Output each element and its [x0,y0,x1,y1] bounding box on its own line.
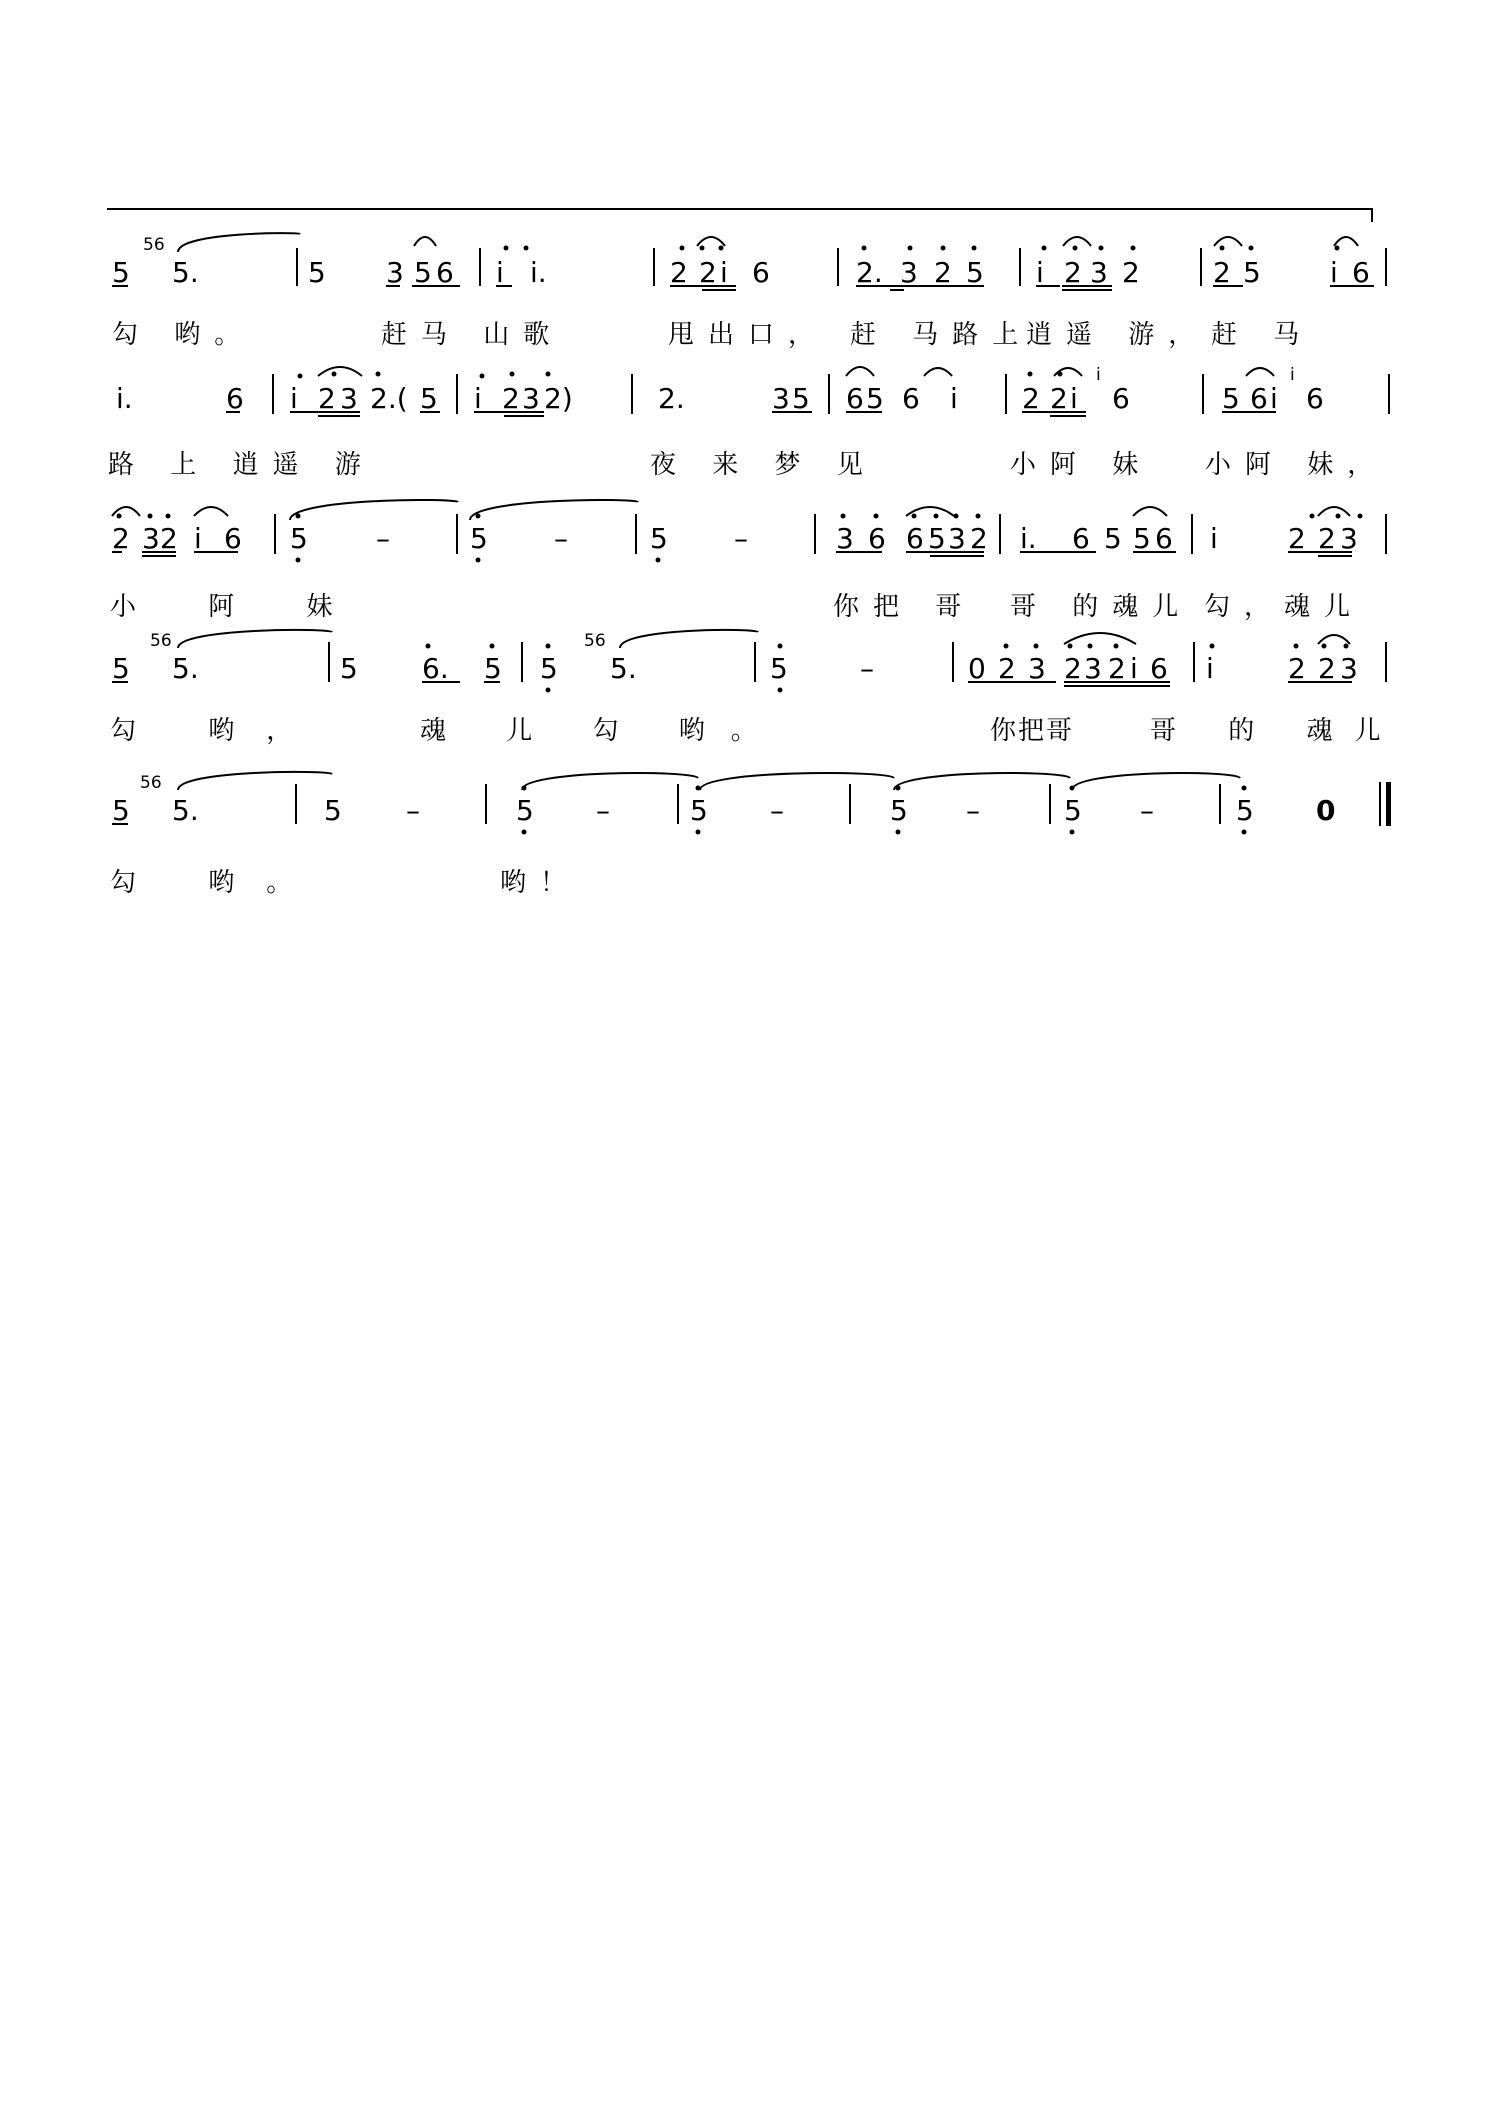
notation-line-3 [0,494,1489,580]
score-system-3 [0,494,1489,634]
final-barline [1386,782,1391,826]
lyric: 赶 马 [1211,320,1314,350]
notes-line-1 [112,235,1370,289]
svg-text:2: 2 [1064,256,1082,289]
lyric: 路 上 逍遥 游 [108,450,375,480]
notation-line-4 [0,628,1489,714]
svg-text:2: 2 [1318,652,1336,685]
svg-text:5: 5 [484,652,502,685]
svg-text:0: 0 [968,652,986,685]
svg-text:5: 5 [690,794,708,827]
svg-text:3: 3 [386,256,404,289]
svg-text:2): 2) [544,382,573,415]
svg-text:5.: 5. [172,652,199,685]
lyric: 勾，魂儿 [1204,592,1365,622]
svg-text:–: – [734,522,748,555]
svg-text:5: 5 [1133,522,1151,555]
svg-text:2: 2 [1050,382,1068,415]
svg-text:6: 6 [1072,522,1090,555]
svg-text:5: 5 [1222,382,1240,415]
svg-text:2: 2 [1213,256,1231,289]
lyric: 勾 哟， [110,716,325,746]
svg-text:–: – [966,794,980,827]
svg-text:6.: 6. [422,652,449,685]
top-rule-end-tick [1371,208,1373,222]
svg-text:i.: i. [116,382,133,415]
svg-text:–: – [1140,794,1154,827]
lyric: 赶 马路上 [850,320,1033,350]
svg-text:5: 5 [1243,256,1261,289]
lyrics-line-4 [0,710,1489,752]
svg-text:6: 6 [1155,522,1173,555]
notes-line-4 [112,631,1358,685]
lyric: 勾 哟。 [112,320,255,350]
svg-text:2: 2 [318,382,336,415]
svg-text:6: 6 [906,522,924,555]
svg-text:5: 5 [112,652,130,685]
svg-text:2: 2 [1318,522,1336,555]
svg-text:i: i [194,522,202,555]
svg-text:6: 6 [846,382,864,415]
svg-text:i: i [720,256,728,289]
slurs [318,367,1274,376]
lyric: 你把 哥 [833,592,976,622]
svg-text:6: 6 [1150,652,1168,685]
svg-text:5: 5 [792,382,810,415]
svg-text:6: 6 [226,382,244,415]
slurs [178,233,1358,252]
svg-text:3: 3 [522,382,540,415]
svg-text:2: 2 [1064,652,1082,685]
lyric: 夜 来 梦 见 [650,450,877,480]
svg-text:–: – [860,652,874,685]
svg-text:56: 56 [140,773,162,793]
svg-text:i: i [1290,365,1295,385]
svg-text:6: 6 [1250,382,1268,415]
lyric: 赶马 山歌 [381,320,564,350]
octave-dots [522,786,1247,835]
score-system-2 [0,358,1489,498]
svg-text:5: 5 [112,256,130,289]
svg-text:–: – [554,522,568,555]
svg-text:i: i [1130,652,1138,685]
svg-text:2: 2 [670,256,688,289]
svg-text:2.: 2. [658,382,685,415]
svg-text:2: 2 [998,652,1016,685]
lyric: 勾 哟。 [110,868,325,898]
svg-text:6: 6 [868,522,886,555]
notation-line-5 [0,770,1489,856]
svg-text:3: 3 [772,382,790,415]
svg-text:i: i [1270,382,1278,415]
svg-text:–: – [770,794,784,827]
svg-text:2.: 2. [856,256,883,289]
svg-text:5: 5 [340,652,358,685]
score-system-1 [0,222,1489,362]
svg-text:5: 5 [516,794,534,827]
svg-text:5: 5 [324,794,342,827]
svg-text:i: i [950,382,958,415]
svg-text:5: 5 [290,522,308,555]
barlines [296,782,1380,826]
svg-text:2.(: 2.( [370,382,408,415]
svg-text:6: 6 [1306,382,1324,415]
svg-text:6: 6 [1352,256,1370,289]
svg-text:5: 5 [890,794,908,827]
svg-text:5: 5 [650,522,668,555]
slurs [178,630,1350,648]
svg-text:3: 3 [836,522,854,555]
svg-text:i: i [1210,522,1218,555]
svg-text:2: 2 [1108,652,1126,685]
lyric: 小阿 妹， [1205,450,1388,480]
svg-text:–: – [596,794,610,827]
lyrics-line-3 [0,586,1489,628]
lyrics-line-2 [0,444,1489,486]
svg-text:2: 2 [1022,382,1040,415]
slurs [178,772,1240,790]
lyric: 哥 的 魂儿 [1150,716,1403,746]
underlines [112,286,1374,290]
lyric: 甩出口， [668,320,829,350]
svg-text:i.: i. [1020,522,1037,555]
svg-text:5: 5 [414,256,432,289]
svg-text:i: i [290,382,298,415]
svg-text:2: 2 [1122,256,1140,289]
barlines [275,514,1386,554]
svg-text:6: 6 [1112,382,1130,415]
svg-text:56: 56 [584,631,606,651]
svg-text:3: 3 [1028,652,1046,685]
svg-text:6: 6 [436,256,454,289]
svg-text:5: 5 [420,382,438,415]
svg-text:3: 3 [1340,652,1358,685]
lyric: 小阿 妹 [1010,450,1153,480]
svg-text:2: 2 [970,522,988,555]
score-system-5 [0,770,1489,910]
svg-text:2: 2 [934,256,952,289]
svg-text:3: 3 [1084,652,1102,685]
lyric: 逍遥 游， [1026,320,1209,350]
notation-line-1 [0,222,1489,308]
svg-text:5: 5 [540,652,558,685]
svg-text:2: 2 [1288,522,1306,555]
svg-text:56: 56 [143,235,165,255]
lyrics-line-5 [0,862,1489,904]
lyric: 哟！ [500,868,581,898]
lyrics-line-1 [0,314,1489,356]
svg-text:i: i [1036,256,1044,289]
svg-text:i.: i. [530,256,547,289]
svg-text:i: i [474,382,482,415]
svg-text:6: 6 [224,522,242,555]
svg-text:5: 5 [470,522,488,555]
octave-dots [504,246,1340,251]
svg-text:–: – [376,522,390,555]
svg-text:5.: 5. [172,794,199,827]
lyric: 你把哥 [990,716,1075,746]
notes-line-3 [112,522,1358,555]
svg-text:3: 3 [340,382,358,415]
top-rule [107,208,1373,210]
svg-text:i: i [1206,652,1214,685]
svg-text:5: 5 [928,522,946,555]
svg-text:3: 3 [142,522,160,555]
svg-text:5: 5 [866,382,884,415]
svg-text:5: 5 [1064,794,1082,827]
notation-line-2 [0,358,1489,444]
lyric: 哥 的魂儿 [1010,592,1193,622]
svg-text:2: 2 [160,522,178,555]
svg-text:2: 2 [502,382,520,415]
svg-text:2: 2 [699,256,717,289]
svg-text:i: i [496,256,504,289]
svg-text:5.: 5. [610,652,637,685]
svg-text:6: 6 [902,382,920,415]
svg-text:3: 3 [1340,522,1358,555]
svg-text:5: 5 [308,256,326,289]
svg-text:5: 5 [112,794,130,827]
svg-text:–: – [406,794,420,827]
notes-line-2 [116,365,1324,415]
svg-text:3: 3 [1090,256,1108,289]
svg-text:6: 6 [752,256,770,289]
svg-text:3: 3 [948,522,966,555]
lyric: 魂 儿 勾 哟。 [420,716,783,746]
lyric: 小 阿 妹 [110,592,365,622]
svg-text:56: 56 [150,631,172,651]
svg-text:i: i [1096,365,1101,385]
svg-text:5: 5 [770,652,788,685]
svg-text:5: 5 [1104,522,1122,555]
score-system-4 [0,628,1489,768]
svg-text:2: 2 [112,522,130,555]
svg-text:i: i [1330,256,1338,289]
svg-text:5: 5 [1236,794,1254,827]
svg-text:3: 3 [900,256,918,289]
svg-text:5.: 5. [172,256,199,289]
svg-text:0: 0 [1316,794,1336,827]
svg-text:2: 2 [1288,652,1306,685]
svg-text:i: i [1070,382,1078,415]
svg-text:5: 5 [966,256,984,289]
